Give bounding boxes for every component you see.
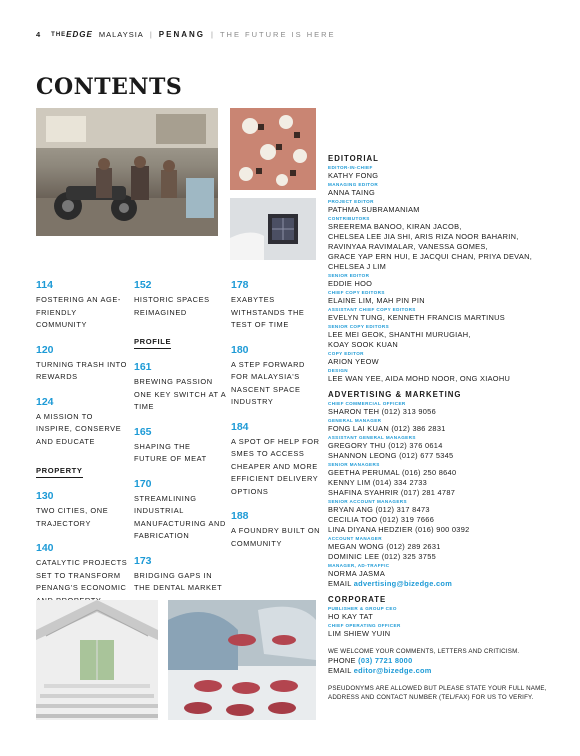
credit-role: SENIOR COPY EDITORS: [328, 324, 390, 329]
credit-role: ASSISTANT CHIEF COPY EDITORS: [328, 307, 416, 312]
credit-block: [328, 498, 556, 535]
credit-name: LIM SHIEW YUIN: [328, 629, 391, 638]
toc-entry[interactable]: [134, 279, 226, 319]
header-separator: |: [211, 30, 214, 39]
toc-title: SHAPING THE FUTURE OF MEAT: [134, 441, 207, 463]
credit-role: COPY EDITOR: [328, 351, 364, 356]
corporate-heading: CORPORATE: [328, 595, 387, 604]
credit-name: SHANNON LEONG (012) 677 5345: [328, 451, 454, 460]
toc-title: HISTORIC SPACES REIMAGINED: [134, 295, 210, 317]
credit-role: MANAGER, AD-TRAFFIC: [328, 563, 390, 568]
credit-block: [328, 417, 556, 434]
credit-name: RAVINYAA RAVIMALAR, VANESSA GOMES,: [328, 242, 488, 251]
phone-number[interactable]: (03) 7721 8000: [358, 656, 413, 665]
toc-entry[interactable]: [134, 426, 226, 466]
advertising-heading: ADVERTISING & MARKETING: [328, 390, 462, 399]
credit-role: PROJECT EDITOR: [328, 199, 374, 204]
tagline: THE FUTURE IS HERE: [219, 30, 336, 39]
credit-name: PATHMA SUBRAMANIAM: [328, 205, 420, 214]
toc-page-number: 152: [134, 279, 152, 291]
credit-block: [328, 400, 556, 417]
credit-role: PUBLISHER & GROUP CEO: [328, 606, 397, 611]
editor-email-link[interactable]: editor@bizedge.com: [353, 666, 432, 675]
credit-role: CHIEF COMMERCIAL OFFICER: [328, 401, 406, 406]
toc-column-3: [231, 279, 323, 562]
credit-block: [328, 562, 556, 579]
credit-role: SENIOR MANAGERS: [328, 462, 380, 467]
credit-name: SHAFINA SYAHRIR (017) 281 4787: [328, 488, 456, 497]
toc-title: A STEP FORWARD FOR MALAYSIA'S NASCENT SPACE INDUSTRY: [231, 359, 305, 406]
toc-page-number: 180: [231, 343, 249, 356]
credit-name: CHELSEA LEE JIA SHI, ARIS RIZA NOOR BAHARIN,: [328, 232, 519, 241]
credit-name: GEETHA PERUMAL (016) 250 8640: [328, 468, 457, 477]
welcome-note: WE WELCOME YOUR COMMENTS, LETTERS AND CRITICISM.: [328, 648, 520, 655]
credit-role: DESIGN: [328, 368, 349, 373]
credit-name: NORMA JASMA: [328, 569, 386, 578]
toc-title: A MISSION TO INSPIRE, CONSERVE AND EDUCATE: [36, 411, 122, 446]
pseudonyms-note: PSEUDONYMS ARE ALLOWED BUT PLEASE STATE YOUR FULL NAME, ADDRESS AND CONTACT NUMBER (TEL/FAX) FOR US TO VERIFY.: [328, 685, 547, 701]
credit-role: CHIEF COPY EDITORS: [328, 290, 385, 295]
toc-page-number: 114: [36, 279, 53, 291]
cafe-overhead-photo: [230, 108, 316, 190]
credit-block: [328, 215, 556, 272]
toc-entry[interactable]: [36, 490, 128, 530]
toc-entry[interactable]: [134, 361, 226, 414]
toc-column-1: [36, 279, 128, 632]
credit-name: SHARON TEH (012) 313 9056: [328, 407, 437, 416]
credit-name: ANNA TAING: [328, 188, 376, 197]
satellite-photo: [230, 198, 316, 260]
credit-block: [328, 461, 556, 498]
credit-name: KATHY FONG: [328, 171, 379, 180]
credit-role: CONTRIBUTORS: [328, 216, 370, 221]
credit-name: ELAINE LIM, MAH PIN PIN: [328, 296, 425, 305]
credit-name: CHELSEA J LIM: [328, 262, 387, 271]
credit-name: GREGORY THU (012) 376 0614: [328, 441, 443, 450]
page-number: 4: [36, 30, 42, 39]
credit-role: CHIEF OPERATING OFFICER: [328, 623, 401, 628]
credit-name: LEE MEI GEOK, SHANTHI MURUGIAH,: [328, 330, 471, 339]
toc-page-number: 173: [134, 554, 152, 567]
page-title: CONTENTS: [36, 74, 183, 100]
credit-block: [328, 323, 556, 350]
phone-line: [328, 656, 556, 666]
credit-name: KENNY LIM (014) 334 2733: [328, 478, 428, 487]
toc-page-number: 165: [134, 425, 152, 438]
credit-block: [328, 350, 556, 367]
toc-title: TURNING TRASH INTO REWARDS: [36, 359, 128, 381]
toc-title: CATALYTIC PROJECTS SET TO TRANSFORM PENANG'S ECONOMIC: [36, 558, 128, 592]
toc-page-number: 140: [36, 542, 54, 554]
credit-block: [328, 164, 556, 181]
credit-role: GENERAL MANAGER: [328, 418, 382, 423]
brand-the: THE: [51, 31, 67, 38]
toc-page-number: 170: [134, 477, 152, 490]
credit-block: [328, 367, 556, 384]
meat-patties-photo: [168, 600, 316, 720]
brand-country: MALAYSIA: [98, 30, 144, 39]
page-header: [36, 30, 336, 39]
toc-entry[interactable]: [36, 344, 128, 384]
toc-entry[interactable]: [134, 555, 226, 595]
category-property: PROPERTY: [36, 466, 83, 478]
toc-entry[interactable]: [231, 344, 323, 409]
toc-page-number: 130: [36, 490, 54, 502]
phone-label: PHONE: [328, 656, 356, 665]
toc-title: TWO CITIES, ONE TRAJECTORY: [36, 506, 109, 528]
credit-role: MANAGING EDITOR: [328, 182, 379, 187]
toc-column-2: [134, 279, 226, 607]
advertising-email-line: [328, 579, 556, 589]
toc-page-number: 124: [36, 395, 54, 408]
credit-name: EVELYN TUNG, KENNETH FRANCIS MARTINUS: [328, 313, 506, 322]
credit-name: DOMINIC LEE (012) 325 3755: [328, 552, 437, 561]
editorial-heading: EDITORIAL: [328, 154, 379, 163]
credit-name: FONG LAI KUAN (012) 386 2831: [328, 424, 446, 433]
credit-block: [328, 605, 556, 622]
credit-name: GRACE YAP ERN HUI, E JACQUI CHAN, PRIYA DEVAN,: [328, 252, 533, 261]
credit-block: [328, 272, 556, 289]
toc-title: EXABYTES WITHSTANDS THE TEST OF TIME: [231, 295, 305, 329]
toc-entry[interactable]: [134, 478, 226, 543]
header-separator: |: [149, 30, 153, 39]
credit-block: [328, 535, 556, 562]
credit-name: SREEREMA BANOO, KIRAN JACOB,: [328, 222, 462, 231]
credit-role: SENIOR EDITOR: [328, 273, 370, 278]
credit-role: ASSISTANT GENERAL MANAGERS: [328, 435, 416, 440]
credit-name: ARION YEOW: [328, 357, 379, 366]
credit-block: [328, 306, 556, 323]
toc-entry[interactable]: [231, 510, 323, 550]
credit-block: [328, 198, 556, 215]
toc-page-number: 188: [231, 510, 249, 522]
toc-entry[interactable]: [36, 396, 128, 449]
credit-name: KOAY SOOK KUAN: [328, 340, 399, 349]
credit-role: ACCOUNT MANAGER: [328, 536, 382, 541]
credits-column: [328, 154, 556, 702]
toc-title: BRIDGING GAPS IN THE DENTAL MARKET: [134, 570, 223, 592]
advertising-email-link[interactable]: advertising@bizedge.com: [353, 579, 453, 588]
credit-name: LINA DIYANA HEDZIER (016) 900 0392: [328, 525, 470, 534]
credit-block: [328, 289, 556, 306]
workshop-photo: [36, 108, 218, 236]
credit-name: HO KAY TAT: [328, 612, 374, 621]
credit-block: [328, 622, 556, 639]
toc-page-number: 184: [231, 420, 249, 433]
toc-page-number: 120: [36, 343, 54, 356]
brand-edge: EDGE: [66, 30, 93, 39]
credit-name: LEE WAN YEE, AIDA MOHD NOOR, ONG XIAOHU: [328, 374, 511, 383]
credit-name: BRYAN ANG (012) 317 8473: [328, 505, 430, 514]
credit-name: CECILIA TOO (012) 319 7666: [328, 515, 435, 524]
toc-entry[interactable]: [231, 279, 323, 332]
category-profile: PROFILE: [134, 337, 171, 349]
credit-role: EDITOR-IN-CHIEF: [328, 165, 373, 170]
toc-page-number: 178: [231, 279, 249, 291]
credit-name: EDDIE HOO: [328, 279, 373, 288]
toc-entry[interactable]: [231, 421, 323, 499]
toc-title: BREWING PASSION ONE KEY SWITCH AT A TIME: [134, 377, 226, 411]
credit-block: [328, 181, 556, 198]
editor-email-line: [328, 666, 556, 676]
email-label: EMAIL: [328, 579, 352, 588]
toc-title: A FOUNDRY BUILT ON COMMUNITY: [231, 526, 321, 548]
toc-title: FOSTERING AN AGE-FRIENDLY COMMUNITY: [36, 295, 121, 329]
credit-name: MEGAN WONG (012) 289 2631: [328, 542, 441, 551]
toc-entry[interactable]: [36, 279, 128, 332]
toc-title: STREAMLINING INDUSTRIAL MANUFACTURING AND FABRICATION: [134, 493, 226, 540]
event-hall-photo: [36, 600, 158, 720]
toc-title: A SPOT OF HELP FOR SMES TO ACCESS CHEAPER AND MORE EFFICIENT DELIVERY OPTIONS: [231, 436, 320, 496]
toc-page-number: 161: [134, 361, 152, 373]
email-label: EMAIL: [328, 666, 352, 675]
credit-role: SENIOR ACCOUNT MANAGERS: [328, 499, 407, 504]
section-name: PENANG: [158, 30, 205, 39]
credit-block: [328, 434, 556, 461]
